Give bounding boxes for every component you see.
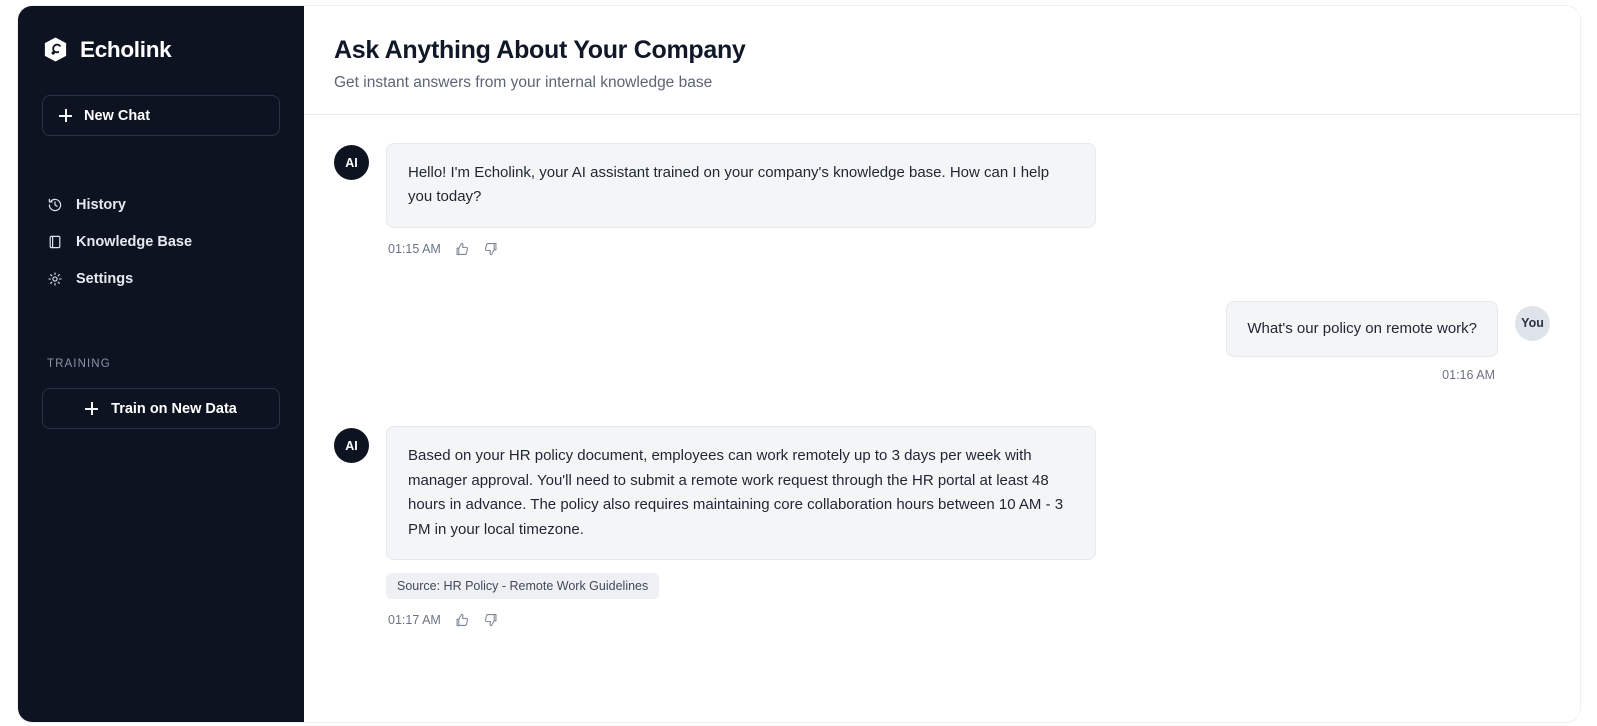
sidebar-item-label: Settings xyxy=(76,271,134,287)
sidebar xyxy=(18,6,304,722)
gear-icon xyxy=(47,271,63,287)
thumbs-up-icon[interactable] xyxy=(454,241,470,257)
thumbs-up-icon[interactable] xyxy=(454,612,470,628)
sidebar-item-label: Knowledge Base xyxy=(76,234,193,250)
timestamp: 01:16 AM xyxy=(1442,368,1495,383)
thumbs-down-icon[interactable] xyxy=(483,612,499,628)
history-clock-icon xyxy=(47,197,63,213)
brand xyxy=(18,6,304,63)
message-meta xyxy=(1440,368,1498,382)
message-body xyxy=(1226,301,1498,382)
page-subtitle: Get instant answers from your internal knowledge base xyxy=(334,74,713,91)
message-text: Hello! I'm Echolink, your AI assistant trained on your company's knowledge base. How can I help you today? xyxy=(386,143,1096,228)
new-chat-button[interactable] xyxy=(42,95,280,136)
message-user xyxy=(334,301,1550,382)
sidebar-item-history[interactable] xyxy=(42,188,280,222)
source-badge[interactable]: Source: HR Policy - Remote Work Guidelines xyxy=(386,573,659,599)
message-body xyxy=(386,143,1096,257)
sidebar-item-settings[interactable] xyxy=(42,262,280,296)
message-text: Based on your HR policy document, employees can work remotely up to 3 days per week with manager approval. You'll need to submit a remote work request through the HR portal at least 48 hours in advance. The policy also requires maintaining core collaboration hours between 10 AM - 3 PM in your local timezone. xyxy=(386,426,1096,560)
new-chat-label: New Chat xyxy=(84,107,151,124)
sidebar-nav xyxy=(18,188,304,296)
plus-icon xyxy=(85,402,98,415)
message-meta xyxy=(386,241,1096,257)
main-panel xyxy=(304,6,1580,722)
sidebar-item-label: History xyxy=(76,197,126,213)
message-meta xyxy=(386,612,1096,628)
thumbs-down-icon[interactable] xyxy=(483,241,499,257)
message-assistant xyxy=(334,426,1550,628)
avatar: AI xyxy=(334,145,369,180)
plus-icon xyxy=(59,109,72,122)
echolink-hexagon-logo-icon xyxy=(42,36,69,63)
sidebar-item-knowledge-base[interactable] xyxy=(42,225,280,259)
timestamp: 01:15 AM xyxy=(388,241,441,256)
sidebar-section-label: TRAINING xyxy=(47,358,111,370)
message-body xyxy=(386,426,1096,628)
message-assistant xyxy=(334,143,1550,257)
page-title: Ask Anything About Your Company xyxy=(334,36,746,64)
train-on-new-data-button[interactable] xyxy=(42,388,280,429)
timestamp: 01:17 AM xyxy=(388,613,441,628)
spacer xyxy=(334,265,1550,301)
page-header xyxy=(304,6,1580,115)
message-text: What's our policy on remote work? xyxy=(1226,301,1498,357)
app-window xyxy=(18,6,1580,722)
conversation-list xyxy=(304,115,1580,722)
brand-name: Echolink xyxy=(80,36,172,62)
avatar: You xyxy=(1515,306,1550,341)
avatar: AI xyxy=(334,428,369,463)
train-button-label: Train on New Data xyxy=(111,400,237,417)
spacer xyxy=(334,390,1550,426)
book-icon xyxy=(47,234,63,250)
